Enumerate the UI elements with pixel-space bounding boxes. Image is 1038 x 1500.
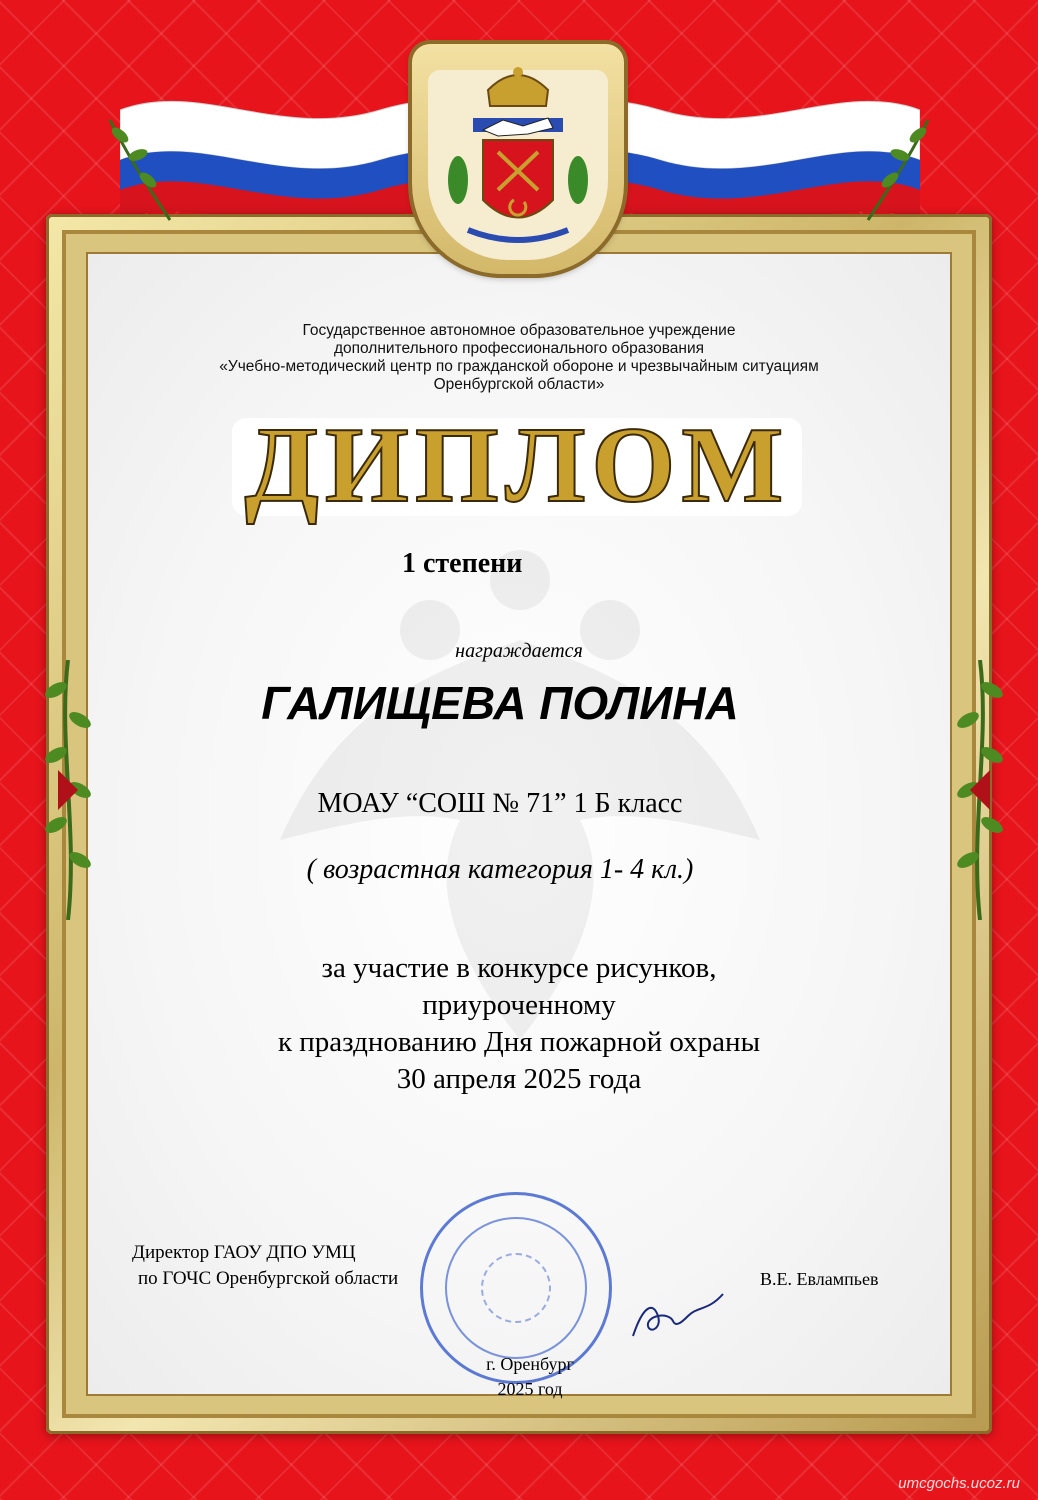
place-and-year — [440, 1352, 620, 1402]
year: 2025 год — [497, 1379, 563, 1399]
age-category: ( возрастная категория 1- 4 кл.) — [306, 854, 694, 885]
organization-line-3: «Учебно-методический центр по гражданской обороне и чрезвычайным ситуациям — [219, 358, 819, 375]
signatory-name: В.Е. Евлампьев — [760, 1269, 879, 1289]
organization-line-2: дополнительного профессионального образования — [333, 340, 705, 357]
reason-line-2: приуроченному — [422, 989, 616, 1021]
website-footer: umcgochs.ucoz.ru — [898, 1475, 1020, 1492]
signatory-position-line-2: по ГОЧС Оренбургской области — [138, 1268, 399, 1289]
reason-line-4: 30 апреля 2025 года — [396, 1063, 642, 1095]
laurel-top-left-icon — [100, 110, 180, 230]
recipient-name: ГАЛИЩЕВА ПОЛИНА — [261, 677, 739, 729]
awarded-label: награждается — [455, 640, 583, 662]
diploma-title: ДИПЛОМ — [244, 406, 790, 525]
signatory-position — [132, 1240, 398, 1292]
reason-line-3: к празднованию Дня пожарной охраны — [277, 1026, 761, 1058]
organization-line-4: Оренбургской области» — [433, 376, 605, 393]
laurel-top-right-icon — [858, 110, 938, 230]
recipient-school: МОАУ “СОШ № 71” 1 Б класс — [317, 788, 683, 819]
award-reason — [0, 950, 1038, 1098]
signatory-position-line-1: Директор ГАОУ ДПО УМЦ — [132, 1242, 356, 1263]
diploma-degree: 1 степени — [402, 548, 523, 579]
organization-line-1: Государственное автономное образовательное учреждение — [302, 322, 736, 339]
handwritten-signature-icon — [628, 1286, 728, 1346]
reason-line-1: за участие в конкурсе рисунков, — [321, 952, 717, 984]
city: г. Оренбург — [486, 1354, 574, 1374]
organization-header — [0, 322, 1038, 394]
orenburg-coat-of-arms-icon — [428, 60, 608, 260]
